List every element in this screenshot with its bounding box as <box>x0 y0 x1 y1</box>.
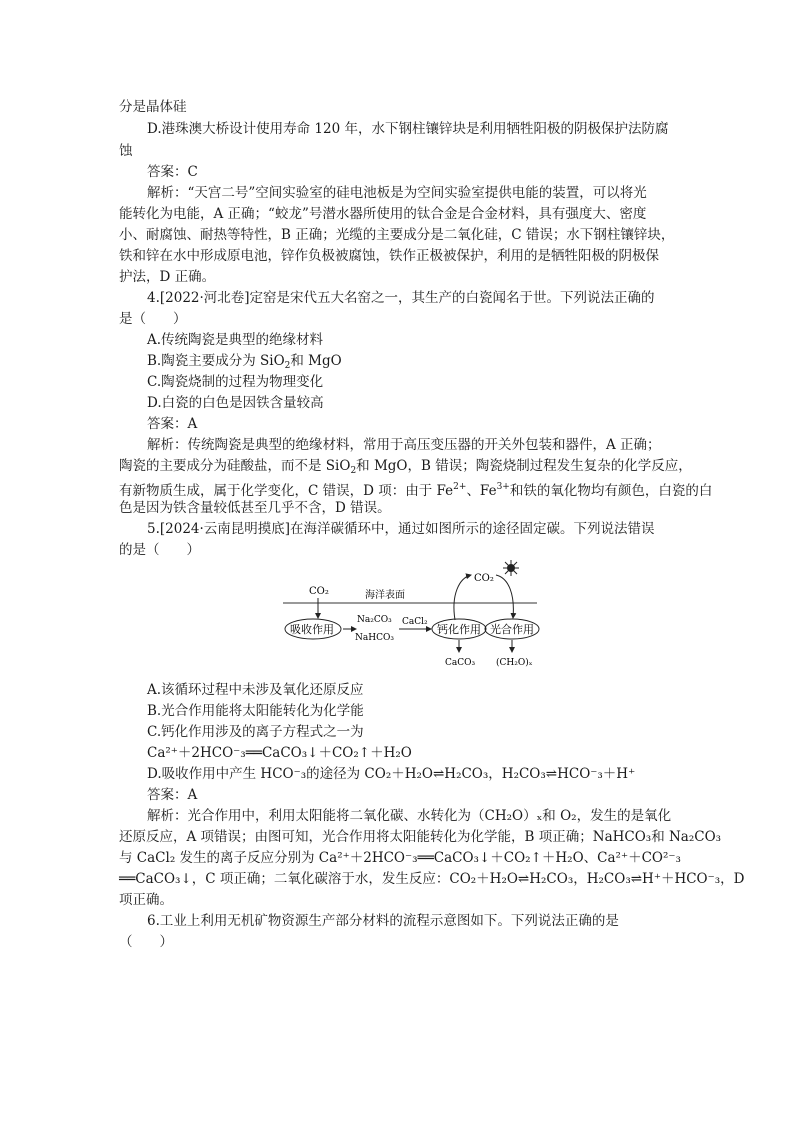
q4-explanation-line: 解析：传统陶瓷是典型的绝缘材料，常用于高压变压器的开关外包装和器件，A 正确； <box>147 437 661 453</box>
ocean-carbon-cycle-diagram <box>281 560 541 672</box>
q4-answer: 答案：A <box>147 416 198 432</box>
q5-explanation-line: 项正确。 <box>119 892 173 908</box>
q5-option-d: D.吸收作用中产生 HCO⁻₃的途径为 CO₂＋H₂O⇌H₂CO₃，H₂CO₃⇌HCO⁻₃＋H⁺ <box>147 766 636 782</box>
q5-stem-continuation: 的是（ ） <box>119 542 200 558</box>
co2-left-label: CO₂ <box>309 586 329 597</box>
q4-option-d: D.白瓷的白色是因铁含量较高 <box>147 395 324 411</box>
q4-option-b-text-end: 和 MgO <box>290 353 342 369</box>
q6-stem: 6.工业上利用无机矿物资源生产部分材料的流程示意图如下。下列说法正确的是 <box>147 913 619 929</box>
q5-explanation-line: ══CaCO₃↓，C 项正确；二氧化碳溶于水，发生反应：CO₂＋H₂O⇌H₂CO₃，H₂CO₃⇌H⁺＋HCO⁻₃，D <box>119 871 745 887</box>
sea-surface-label: 海洋表面 <box>365 590 405 601</box>
q3-option-d: D.港珠澳大桥设计使用寿命 120 年，水下钢柱镶锌块是利用牺牲阳极的阴极保护法防腐 <box>147 121 669 137</box>
q3-explanation-line: 小、耐腐蚀、耐热等特性，B 正确；光缆的主要成分是二氧化硅，C 错误；水下钢柱镶锌块， <box>119 227 675 243</box>
q3-explanation-line: 护法，D 正确。 <box>119 269 216 285</box>
q4-stem: 4.[2022·河北卷]定窑是宋代五大名窑之一，其生产的白瓷闻名于世。下列说法正确的 <box>147 290 655 306</box>
q4-option-a: A.传统陶瓷是典型的绝缘材料 <box>147 332 324 348</box>
co2-photo-arrow <box>496 575 513 618</box>
q3-explanation-line: 解析：“天宫二号”空间实验室的硅电池板是为空间实验室提供电能的装置，可以将光 <box>147 185 647 201</box>
q4-explanation-text: 有新物质生成，属于化学变化，C 错误，D 项：由于 Fe <box>119 483 454 499</box>
q4-explanation-text: 陶瓷的主要成分为硅酸盐，而不是 SiO <box>119 458 351 474</box>
absorb-label: 吸收作用 <box>290 623 334 636</box>
q4-option-b-text: B.陶瓷主要成分为 SiO <box>147 353 285 369</box>
co2-right-label: CO₂ <box>474 573 494 584</box>
q3-explanation-line: 能转化为电能，A 正确；“蛟龙”号潜水器所使用的钛合金是合金材料，具有强度大、密度 <box>119 206 647 222</box>
photosynthesis-label: 光合作用 <box>490 623 534 636</box>
subscript: 2 <box>284 361 291 371</box>
cacl2-label: CaCl₂ <box>402 617 428 627</box>
q5-explanation-line: 与 CaCl₂ 发生的离子反应分别为 Ca²⁺＋2HCO⁻₃══CaCO₃↓＋CO₂↑＋H₂O、Ca²⁺＋CO²⁻₃ <box>119 850 681 866</box>
na2co3-label: Na₂CO₃ <box>357 615 392 625</box>
caco3-label: CaCO₃ <box>445 658 476 668</box>
q4-option-c: C.陶瓷烧制的过程为物理变化 <box>147 374 324 390</box>
q5-option-b: B.光合作用能将太阳能转化为化学能 <box>147 703 364 719</box>
sun-icon <box>503 560 519 576</box>
ch2o-label: (CH₂O)ₓ <box>496 658 533 668</box>
nahco3-label: NaHCO₃ <box>355 633 394 643</box>
q5-explanation-line: 还原反应，A 项错误；由图可知，光合作用将太阳能转化为化学能，B 项正确；NaHCO₃和 Na₂CO₃ <box>119 829 722 845</box>
q5-option-c-equation: Ca²⁺＋2HCO⁻₃══CaCO₃↓＋CO₂↑＋H₂O <box>147 745 412 761</box>
q3-explanation-line: 铁和锌在水中形成原电池，锌作负极被腐蚀，铁作正极被保护，利用的是牺牲阳极的阴极保 <box>119 248 659 264</box>
q6-stem-continuation: （ ） <box>119 934 173 950</box>
calcify-co2-arrow <box>454 575 471 620</box>
q4-explanation-text-end: 和铁的氧化物均有颜色，白瓷的白 <box>509 483 713 499</box>
q4-explanation-text: 、Fe <box>466 483 497 499</box>
q5-answer: 答案：A <box>147 787 198 803</box>
superscript: 3+ <box>496 482 510 492</box>
q5-stem: 5.[2024·云南昆明摸底]在海洋碳循环中，通过如图所示的途径固定碳。下列说法错误 <box>147 521 655 537</box>
q4-stem-continuation: 是（ ） <box>119 311 187 327</box>
q5-explanation-line: 解析：光合作用中，利用太阳能将二氧化碳、水转化为（CH₂O）ₓ和 O₂，发生的是氧化 <box>147 808 672 824</box>
q4-explanation-line: 色是因为铁含量较低甚至几乎不含，D 错误。 <box>119 500 391 516</box>
q3-answer: 答案：C <box>147 164 198 180</box>
q3-option-c-continuation: 分是晶体硅 <box>119 99 187 115</box>
subscript: 2 <box>350 466 357 476</box>
q4-explanation-text-end: 和 MgO，B 错误；陶瓷烧制过程发生复杂的化学反应， <box>356 458 692 474</box>
q5-option-a: A.该循环过程中未涉及氧化还原反应 <box>147 682 364 698</box>
superscript: 2+ <box>453 482 467 492</box>
calcify-label: 钙化作用 <box>437 623 481 636</box>
q3-option-d-continuation: 蚀 <box>119 143 133 159</box>
q5-option-c: C.钙化作用涉及的离子方程式之一为 <box>147 724 364 740</box>
